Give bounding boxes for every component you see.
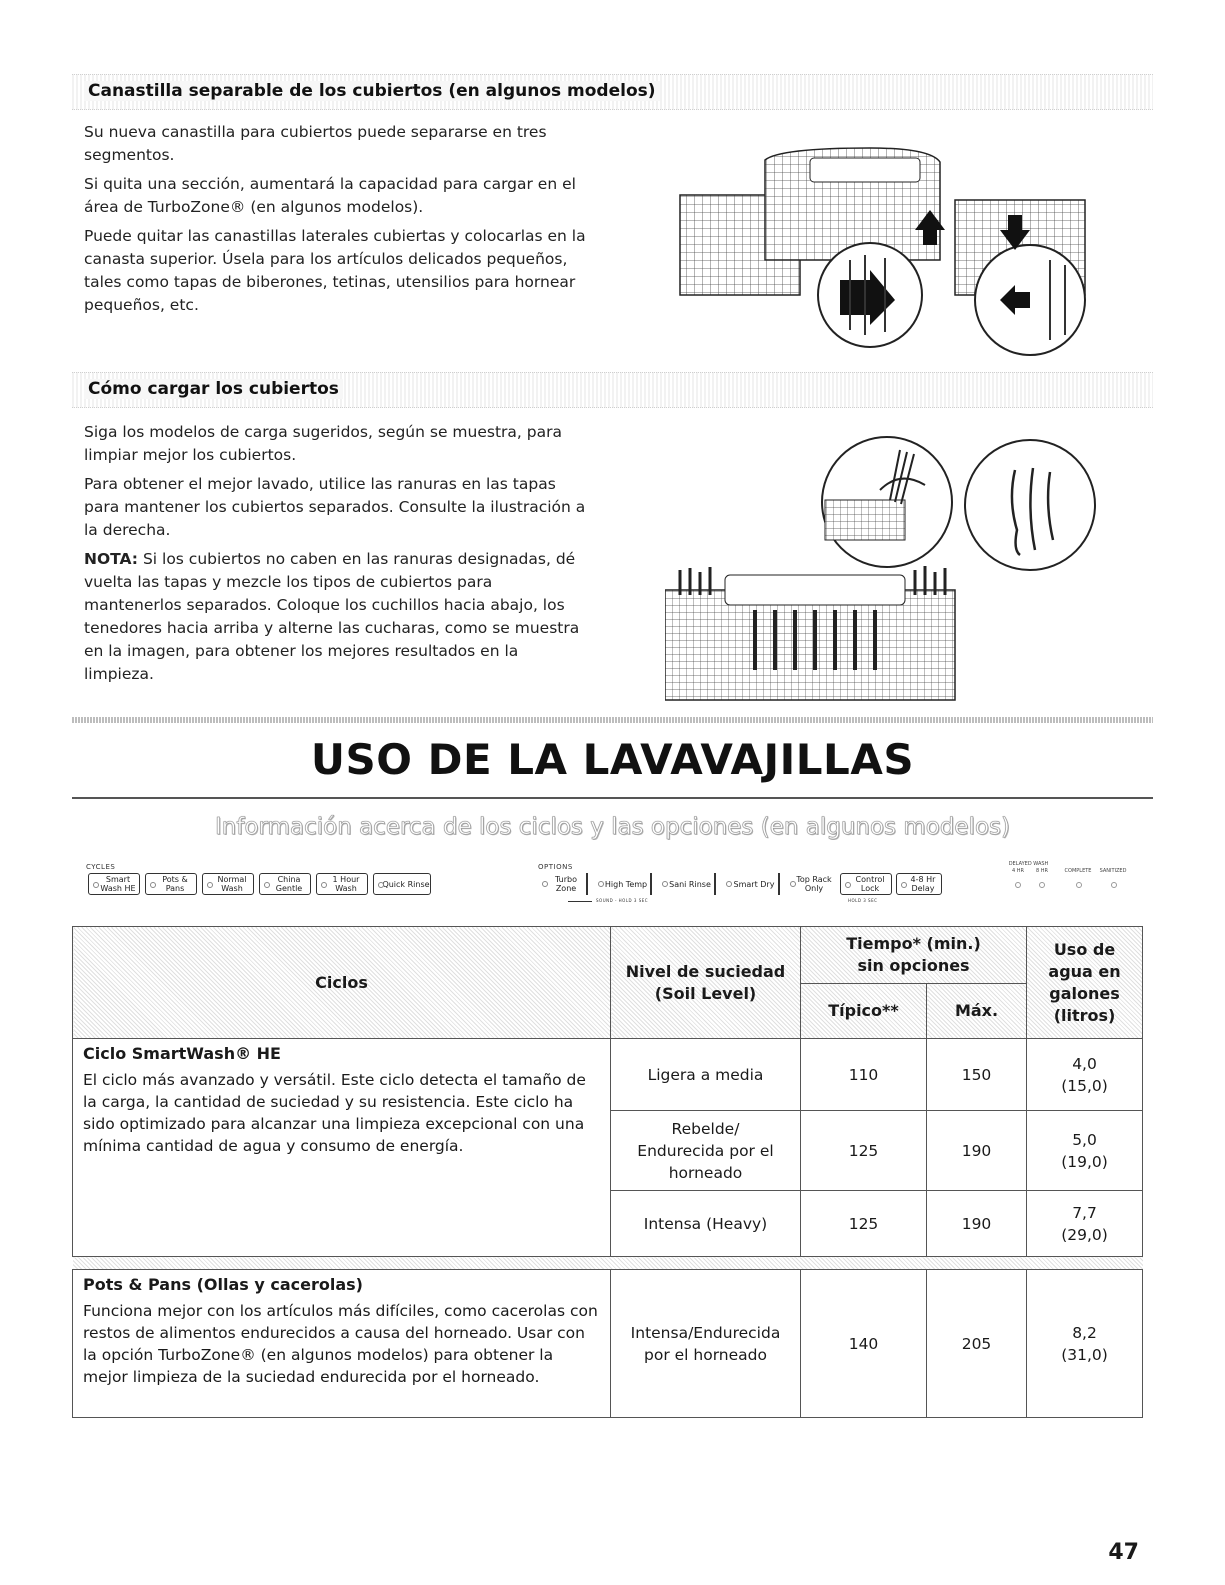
section-header-basket [72, 74, 1153, 110]
typical-time-cell: 125 [801, 1191, 927, 1257]
indicator-light-icon [1076, 882, 1082, 888]
water-use-cell: 4,0 (15,0) [1027, 1039, 1143, 1111]
indicator-light-icon [1111, 882, 1117, 888]
header-water-use: Uso de agua en galones (litros) [1027, 927, 1143, 1039]
max-time-cell: 150 [927, 1039, 1027, 1111]
cycle-button-china-gentle[interactable]: China Gentle [259, 873, 311, 895]
loading-paragraph-2: Para obtener el mejor lavado, utilice las ranuras en las tapas para mantener los cubiertos separados. Consulte la ilustración a la derecha. [84, 475, 586, 539]
note-label: NOTA: [84, 550, 139, 568]
divider-dotted [72, 717, 1153, 723]
table-row [73, 1270, 1143, 1418]
cycle-button-normal-wash[interactable]: Normal Wash [202, 873, 254, 895]
removable-basket-illustration [670, 140, 1110, 365]
cycle-button-smart-wash[interactable]: Smart Wash HE [88, 873, 140, 895]
option-button-top-rack-only[interactable]: Top Rack Only [786, 873, 834, 895]
header-max: Máx. [927, 984, 1027, 1039]
cycle-button-1-hour-wash[interactable]: 1 Hour Wash [316, 873, 368, 895]
led-icon [726, 881, 732, 887]
basket-paragraph-1: Su nueva canastilla para cubiertos puede separarse en tres segmentos. [84, 123, 547, 164]
delay-button[interactable]: 4-8 Hr Delay [896, 873, 942, 895]
max-time-cell: 205 [927, 1270, 1027, 1418]
loading-note [84, 548, 589, 686]
note-text: Si los cubiertos no caben en las ranuras designadas, dé vuelta las tapas y mezcle los tipos de cubiertos para mantenerlos separados. Coloque los cuchillos hacia abajo, los tenedores hacia arriba y alterne las cucharas, como se muestra en la imagen, para obtener los mejores resultados en la limpieza. [84, 550, 580, 683]
sound-line [568, 901, 592, 902]
led-icon [845, 882, 851, 888]
option-button-smart-dry[interactable]: Smart Dry [722, 873, 780, 895]
basket-paragraph-3: Puede quitar las canastillas laterales cubiertas y colocarlas en la canasta superior. Úsela para los artículos delicados pequeños, tales como tapas de biberones, tetinas, utensilios para hornear pequeños, etc. [84, 227, 586, 314]
page-subtitle: Información acerca de los ciclos y las opciones (en algunos modelos) [215, 814, 1010, 840]
led-icon [378, 882, 384, 888]
led-icon [150, 882, 156, 888]
max-time-cell: 190 [927, 1191, 1027, 1257]
typical-time-cell: 140 [801, 1270, 927, 1418]
water-use-cell: 8,2 (31,0) [1027, 1270, 1143, 1418]
potspans-title: Pots & Pans (Ollas y cacerolas) [83, 1275, 363, 1294]
led-icon [598, 881, 604, 887]
basket-text [84, 121, 599, 323]
section-header-loading [72, 372, 1153, 408]
option-button-turbo-zone[interactable]: Turbo Zone [538, 873, 588, 895]
led-icon [93, 882, 99, 888]
smartwash-description: El ciclo más avanzado y versátil. Este ciclo detecta el tamaño de la carga, la cantidad de suciedad y su resistencia. Este ciclo ha sido optimizado para alcanzar una limpieza excepcional con una mínima cantidad de agua y consumo de energía. [83, 1071, 586, 1155]
header-soil-level: Nivel de suciedad (Soil Level) [611, 927, 801, 1039]
water-use-cell: 7,7 (29,0) [1027, 1191, 1143, 1257]
cycles-label: CYCLES [86, 863, 116, 871]
smartwash-cell [73, 1039, 611, 1257]
section-title-basket: Canastilla separable de los cubiertos (en algunos modelos) [84, 81, 660, 101]
loading-paragraph-1: Siga los modelos de carga sugeridos, según se muestra, para limpiar mejor los cubiertos. [84, 423, 562, 464]
indicator-light-icon [1039, 882, 1045, 888]
soil-level-cell: Rebelde/ Endurecida por el horneado [611, 1111, 801, 1191]
water-use-cell: 5,0 (19,0) [1027, 1111, 1143, 1191]
table-row [73, 1039, 1143, 1111]
max-time-cell: 190 [927, 1111, 1027, 1191]
header-typical: Típico** [801, 984, 927, 1039]
indicator-complete-label: COMPLETE [1064, 868, 1092, 874]
cycles-table [72, 926, 1142, 1418]
basket-paragraph-2: Si quita una sección, aumentará la capacidad para cargar en el área de TurboZone® (en algunos modelos). [84, 175, 576, 216]
cycle-button-pots-pans[interactable]: Pots & Pans [145, 873, 197, 895]
cycle-button-quick-rinse[interactable]: Quick Rinse [373, 873, 431, 895]
indicator-light-icon [1015, 882, 1021, 888]
led-icon [207, 882, 213, 888]
led-icon [321, 882, 327, 888]
divider-solid [72, 797, 1153, 799]
page-title: USO DE LA LAVAVAJILLAS [310, 735, 915, 784]
header-time: Tiempo* (min.) sin opciones [801, 927, 1027, 984]
control-lock-button[interactable]: Control Lock [840, 873, 892, 895]
potspans-cell [73, 1270, 611, 1418]
loading-text [84, 421, 589, 692]
soil-level-cell: Intensa/Endurecida por el horneado [611, 1270, 801, 1418]
typical-time-cell: 125 [801, 1111, 927, 1191]
sound-note: SOUND - HOLD 3 SEC [596, 898, 649, 903]
led-icon [662, 881, 668, 887]
led-icon [901, 882, 907, 888]
option-button-sani-rinse[interactable]: Sani Rinse [658, 873, 716, 895]
page-number: 47 [1108, 1540, 1139, 1565]
delayed-wash-label: DELAYED WASH [1008, 861, 1049, 867]
typical-time-cell: 110 [801, 1039, 927, 1111]
indicator-sanitized-label: SANITIZED [1099, 868, 1127, 874]
silverware-loading-illustration [665, 430, 1105, 705]
indicator-8hr-label: 8 HR [1035, 868, 1048, 874]
led-icon [264, 882, 270, 888]
led-icon [542, 881, 548, 887]
led-icon [790, 881, 796, 887]
options-label: OPTIONS [538, 863, 573, 871]
smartwash-title: Ciclo SmartWash® HE [83, 1044, 281, 1063]
option-button-high-temp[interactable]: High Temp [594, 873, 652, 895]
hold-note: HOLD 3 SEC [848, 898, 878, 903]
section-title-loading: Cómo cargar los cubiertos [84, 379, 343, 399]
soil-level-cell: Ligera a media [611, 1039, 801, 1111]
soil-level-cell: Intensa (Heavy) [611, 1191, 801, 1257]
indicator-4hr-label: 4 HR [1011, 868, 1024, 874]
potspans-description: Funciona mejor con los artículos más difíciles, como cacerolas con restos de alimentos endurecidos a causa del horneado. Usar con la opción TurboZone® (en algunos modelos) para obtener la mejor limpieza de la suciedad endurecida por el horneado. [83, 1302, 598, 1386]
header-cycles: Ciclos [73, 927, 611, 1039]
